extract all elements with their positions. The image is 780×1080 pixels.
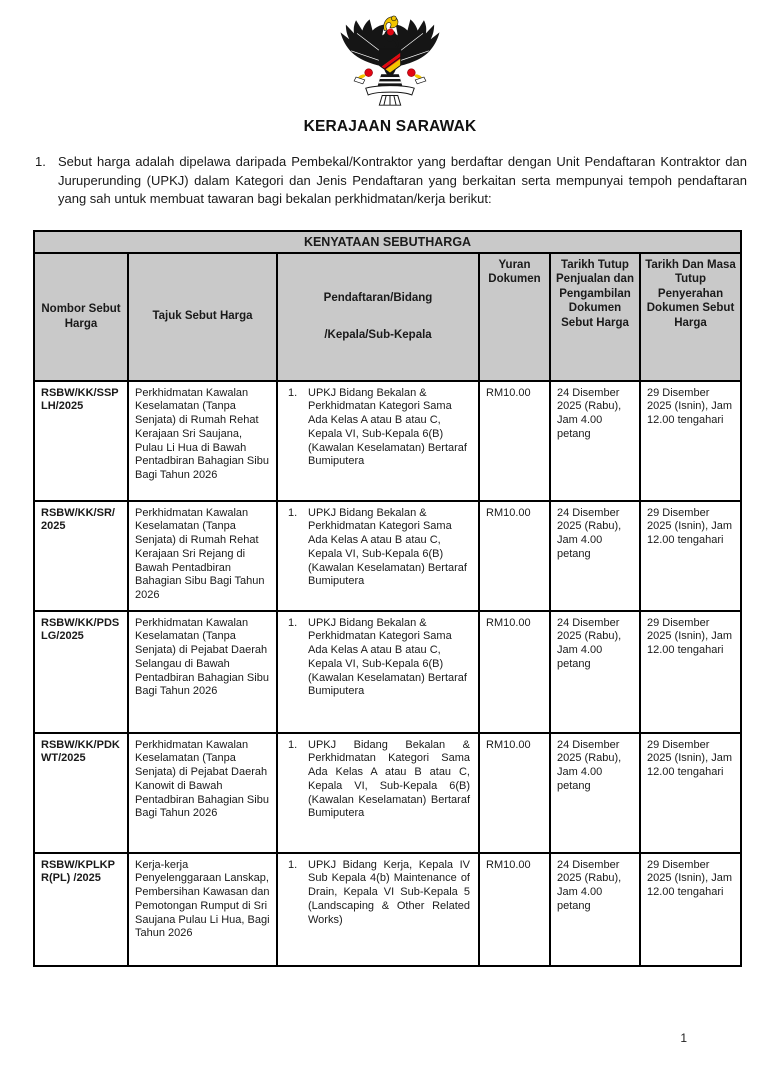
cell-tajuk: Perkhidmatan Kawalan Keselamatan (Tanpa Senjata) di Rumah Rehat Kerajaan Sri Rejang di Bawah Pentadbiran Bahagian Sibu Bagi Tahun 2026 [128,501,277,611]
cell-pendaftaran [277,381,479,501]
table-row [34,381,741,501]
cell-yuran: RM10.00 [479,381,550,501]
cell-tajuk: Perkhidmatan Kawalan Keselamatan (Tanpa Senjata) di Rumah Rehat Kerajaan Sri Saujana, Pulau Li Hua di Bawah Pentadbiran Bahagian Sibu Bagi Tahun 2026 [128,381,277,501]
column-header-yuran: Yuran Dokumen [479,253,550,381]
table-header-row [34,253,741,381]
cell-yuran: RM10.00 [479,733,550,853]
cell-yuran: RM10.00 [479,611,550,733]
list-item-number: 1. [288,616,298,629]
quotation-table [33,230,742,967]
cell-yuran: RM10.00 [479,501,550,611]
page-title: KERAJAAN SARAWAK [303,118,477,135]
list-item-text: UPKJ Bidang Bekalan & Perkhidmatan Kategori Sama Ada Kelas A atau B atau C, Kepala VI, Sub-Kepala 6(B) (Kawalan Keselamatan) Bertaraf Bumiputera [308,738,470,820]
cell-nombor: RSBW/KK/PDSLG/2025 [34,611,128,733]
list-item-number: 1. [288,738,298,751]
column-header-tarikh-penyerahan: Tarikh Dan Masa Tutup Penyerahan Dokumen Sebut Harga [640,253,741,381]
cell-pendaftaran [277,611,479,733]
column-header-tajuk: Tajuk Sebut Harga [128,253,277,381]
table-title-row [34,231,741,253]
list-item-number: 1. [288,506,298,519]
list-item-text: UPKJ Bidang Bekalan & Perkhidmatan Kategori Sama Ada Kelas A atau B atau C, Kepala VI, Sub-Kepala 6(B) (Kawalan Keselamatan) Bertaraf Bumiputera [308,506,467,588]
list-item-text: UPKJ Bidang Bekalan & Perkhidmatan Kategori Sama Ada Kelas A atau B atau C, Kepala VI, Sub-Kepala 6(B) (Kawalan Keselamatan) Bertaraf Bumiputera [308,616,467,698]
cell-tarikh-tutup: 24 Disember 2025 (Rabu), Jam 4.00 petang [550,501,640,611]
list-item-number: 1. [288,386,298,399]
cell-tajuk: Kerja-kerja Penyelenggaraan Lanskap, Pembersihan Kawasan dan Pemotongan Rumput di Sri Saujana Pulau Li Hua, Bagi Tahun 2026 [128,853,277,966]
cell-nombor: RSBW/KK/PDKWT/2025 [34,733,128,853]
cell-tarikh-penyerahan: 29 Disember 2025 (Isnin), Jam 12.00 tengahari [640,853,741,966]
cell-tarikh-penyerahan: 29 Disember 2025 (Isnin), Jam 12.00 tengahari [640,381,741,501]
table-title: KENYATAAN SEBUTHARGA [34,231,741,253]
cell-tarikh-tutup: 24 Disember 2025 (Rabu), Jam 4.00 petang [550,611,640,733]
page-number: 1 [680,1031,687,1045]
table-row [34,853,741,966]
column-header-pendaftaran [277,253,479,381]
intro-text: Sebut harga adalah dipelawa daripada Pembekal/Kontraktor yang berdaftar dengan Unit Pendaftaran Kontraktor dan Juruperunding (UPKJ) dalam Kategori dan Jenis Pendaftaran yang berkaitan serta mempunyai tempoh pendaftaran yang sah untuk membuat tawaran bagi bekalan perkhidmatan/kerja berikut: [58,154,747,206]
list-item-text: UPKJ Bidang Bekalan & Perkhidmatan Kategori Sama Ada Kelas A atau B atau C, Kepala VI, Sub-Kepala 6(B) (Kawalan Keselamatan) Bertaraf Bumiputera [308,386,467,468]
cell-tarikh-tutup: 24 Disember 2025 (Rabu), Jam 4.00 petang [550,853,640,966]
cell-tajuk: Perkhidmatan Kawalan Keselamatan (Tanpa Senjata) di Pejabat Daerah Selangau di Bawah Pentadbiran Bahagian Sibu Bagi Tahun 2026 [128,611,277,733]
list-item-number: 1. [288,858,298,871]
column-header-pendaftaran-line2: /Kepala/Sub-Kepala [324,328,432,341]
column-header-pendaftaran-line1: Pendaftaran/Bidang [323,292,433,304]
cell-tarikh-penyerahan: 29 Disember 2025 (Isnin), Jam 12.00 tengahari [640,611,741,733]
cell-nombor: RSBW/KK/SSPLH/2025 [34,381,128,501]
cell-pendaftaran [277,853,479,966]
sarawak-crest-icon [331,14,449,111]
cell-pendaftaran [277,733,479,853]
intro-number: 1. [35,154,46,169]
cell-tarikh-tutup: 24 Disember 2025 (Rabu), Jam 4.00 petang [550,733,640,853]
table-row [34,733,741,853]
cell-nombor: RSBW/KPLKPR(PL) /2025 [34,853,128,966]
cell-pendaftaran [277,501,479,611]
cell-tarikh-tutup: 24 Disember 2025 (Rabu), Jam 4.00 petang [550,381,640,501]
column-header-nombor: Nombor Sebut Harga [34,253,128,381]
cell-yuran: RM10.00 [479,853,550,966]
cell-tarikh-penyerahan: 29 Disember 2025 (Isnin), Jam 12.00 tengahari [640,733,741,853]
list-item-text: UPKJ Bidang Kerja, Kepala IV Sub Kepala 4(b) Maintenance of Drain, Kepala VI Sub-Kepala 5 (Landscaping & Other Related Works) [308,858,470,926]
cell-tarikh-penyerahan: 29 Disember 2025 (Isnin), Jam 12.00 tengahari [640,501,741,611]
intro-paragraph [35,153,747,209]
table-row [34,611,741,733]
cell-tajuk: Perkhidmatan Kawalan Keselamatan (Tanpa Senjata) di Pejabat Daerah Kanowit di Bawah Pentadbiran Bahagian Sibu Bagi Tahun 2026 [128,733,277,853]
column-header-tarikh-tutup: Tarikh Tutup Penjualan dan Pengambilan Dokumen Sebut Harga [550,253,640,381]
cell-nombor: RSBW/KK/SR/2025 [34,501,128,611]
table-row [34,501,741,611]
